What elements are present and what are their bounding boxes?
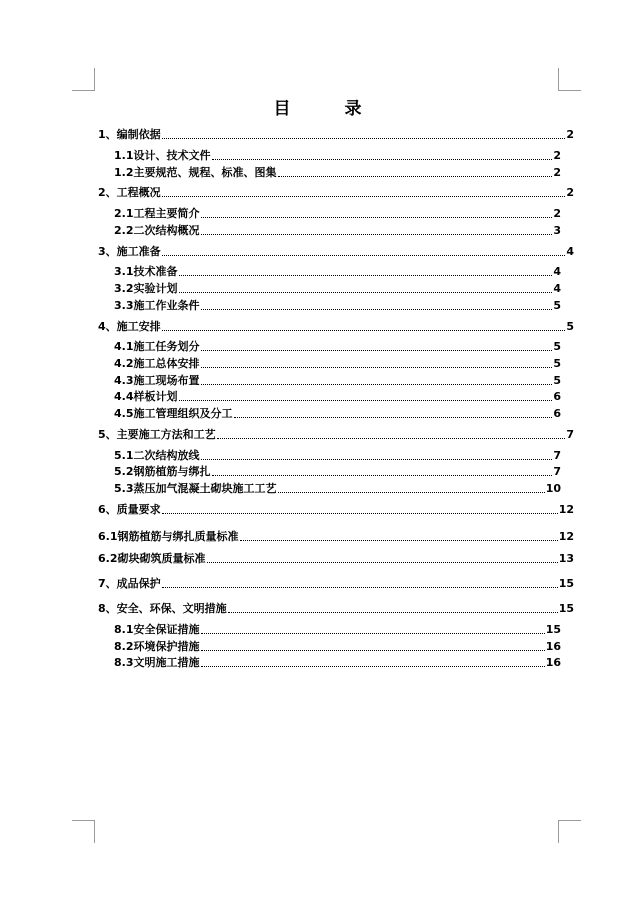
toc-entry-page: 16 (545, 640, 561, 653)
toc-entry[interactable] (114, 224, 561, 238)
toc-entry-title: 8、安全、环保、文明措施 (98, 602, 227, 615)
toc-entry-title: 6.2砌块砌筑质量标准 (98, 552, 206, 565)
toc-entry-page: 12 (558, 530, 574, 543)
toc-leader-dots (162, 137, 566, 139)
toc-entry[interactable] (98, 577, 574, 591)
toc-leader-dots (217, 437, 566, 439)
toc-leader-dots (162, 586, 558, 588)
toc-entry-title: 4.1施工任务划分 (114, 340, 200, 353)
toc-entry-title: 4.5施工管理组织及分工 (114, 407, 233, 420)
toc-entry[interactable] (114, 482, 561, 496)
toc-leader-dots (278, 175, 553, 177)
toc-entry-page: 6 (553, 407, 561, 420)
toc-entry-title: 8.3文明施工措施 (114, 656, 200, 669)
toc-entry[interactable] (114, 390, 561, 404)
toc-entry-page: 5 (553, 340, 561, 353)
toc-entry-page: 2 (553, 207, 561, 220)
toc-entry-title: 4、施工安排 (98, 320, 161, 333)
page-title (0, 94, 635, 119)
toc-entry-title: 1.1设计、技术文件 (114, 149, 211, 162)
toc-entry[interactable] (114, 623, 561, 637)
toc-entry-page: 2 (553, 149, 561, 162)
toc-entry-title: 5.2钢筋植筋与绑扎 (114, 465, 211, 478)
toc-entry-page: 5 (553, 357, 561, 370)
toc-entry[interactable] (98, 428, 574, 442)
toc-entry[interactable] (114, 407, 561, 421)
toc-entry-page: 16 (545, 656, 561, 669)
toc-entry-page: 4 (566, 245, 574, 258)
toc-leader-dots (201, 216, 553, 218)
toc-leader-dots (201, 308, 553, 310)
toc-entry-title: 2.2二次结构概况 (114, 224, 200, 237)
toc-entry-page: 15 (545, 623, 561, 636)
toc-entry[interactable] (114, 265, 561, 279)
toc-entry-page: 6 (553, 390, 561, 403)
toc-entry[interactable] (114, 207, 561, 221)
toc-entry[interactable] (114, 640, 561, 654)
toc-entry[interactable] (114, 299, 561, 313)
toc-leader-dots (201, 366, 553, 368)
toc-leader-dots (212, 474, 553, 476)
toc-entry-page: 15 (558, 577, 574, 590)
toc-entry-title: 6.1钢筋植筋与绑扎质量标准 (98, 530, 239, 543)
toc-leader-dots (201, 649, 545, 651)
toc-entry-page: 7 (553, 449, 561, 462)
toc-entry-title: 7、成品保护 (98, 577, 161, 590)
toc-entry[interactable] (98, 186, 574, 200)
toc-entry-page: 4 (553, 282, 561, 295)
toc-entry-page: 7 (553, 465, 561, 478)
toc-leader-dots (162, 254, 566, 256)
toc-entry-title: 1.2主要规范、规程、标准、图集 (114, 166, 277, 179)
toc-entry[interactable] (98, 503, 574, 517)
toc-entry-page: 5 (553, 374, 561, 387)
toc-entry[interactable] (98, 602, 574, 616)
toc-entry[interactable] (98, 320, 574, 334)
toc-entry[interactable] (114, 166, 561, 180)
toc-entry-title: 8.1安全保证措施 (114, 623, 200, 636)
toc-entry-page: 2 (566, 128, 574, 141)
toc-entry-page: 12 (558, 503, 574, 516)
toc-entry-page: 10 (545, 482, 561, 495)
toc-leader-dots (179, 274, 553, 276)
crop-mark-top-right (558, 68, 581, 91)
toc-leader-dots (201, 233, 553, 235)
toc-entry-title: 3、施工准备 (98, 245, 161, 258)
toc-leader-dots (212, 158, 553, 160)
toc-entry-title: 1、编制依据 (98, 128, 161, 141)
toc-entry-page: 13 (558, 552, 574, 565)
toc-leader-dots (228, 611, 558, 613)
toc-entry[interactable] (98, 552, 574, 566)
toc-leader-dots (278, 491, 545, 493)
toc-entry-title: 5、主要施工方法和工艺 (98, 428, 216, 441)
toc-leader-dots (234, 416, 553, 418)
toc-entry[interactable] (114, 282, 561, 296)
toc-entry[interactable] (98, 128, 574, 142)
toc-leader-dots (162, 329, 566, 331)
toc-entry[interactable] (114, 465, 561, 479)
toc-entry-title: 8.2环境保护措施 (114, 640, 200, 653)
toc-leader-dots (162, 512, 558, 514)
toc-leader-dots (179, 291, 553, 293)
toc-entry-title: 2.1工程主要简介 (114, 207, 200, 220)
toc-leader-dots (240, 539, 558, 541)
toc-entry-title: 3.1技术准备 (114, 265, 178, 278)
toc-entry-page: 5 (566, 320, 574, 333)
toc-entry-page: 5 (553, 299, 561, 312)
toc-leader-dots (201, 349, 553, 351)
toc-entry-page: 4 (553, 265, 561, 278)
toc-entry-title: 4.4样板计划 (114, 390, 178, 403)
toc-entry-title: 5.1二次结构放线 (114, 449, 200, 462)
crop-mark-top-left (72, 68, 95, 91)
toc-leader-dots (201, 665, 545, 667)
toc-entry[interactable] (98, 245, 574, 259)
toc-entry-title: 4.3施工现场布置 (114, 374, 200, 387)
toc-entry-page: 7 (566, 428, 574, 441)
crop-mark-bottom-left (72, 820, 95, 843)
toc-entry[interactable] (114, 374, 561, 388)
toc-entry[interactable] (114, 340, 561, 354)
toc-entry-title: 3.2实验计划 (114, 282, 178, 295)
toc-entry-title: 2、工程概况 (98, 186, 161, 199)
toc-entry-title: 5.3蒸压加气混凝土砌块施工工艺 (114, 482, 277, 495)
toc-entry-title: 3.3施工作业条件 (114, 299, 200, 312)
toc-leader-dots (207, 561, 558, 563)
toc-entry[interactable] (114, 449, 561, 463)
toc-entry-title: 6、质量要求 (98, 503, 161, 516)
toc-leader-dots (179, 399, 553, 401)
toc-leader-dots (201, 458, 553, 460)
toc-leader-dots (201, 383, 553, 385)
toc-entry-page: 2 (553, 166, 561, 179)
toc-entry-title: 4.2施工总体安排 (114, 357, 200, 370)
toc-entry[interactable] (114, 149, 561, 163)
toc-leader-dots (201, 632, 545, 634)
title-char-2: 录 (344, 99, 362, 119)
toc-entry[interactable] (98, 530, 574, 544)
crop-mark-bottom-right (558, 820, 581, 843)
toc-entry[interactable] (114, 357, 561, 371)
title-char-1: 目 (273, 99, 291, 119)
toc-entry-page: 2 (566, 186, 574, 199)
toc-entry-page: 15 (558, 602, 574, 615)
toc-entry-page: 3 (553, 224, 561, 237)
toc-entry[interactable] (114, 656, 561, 670)
toc-leader-dots (162, 195, 566, 197)
